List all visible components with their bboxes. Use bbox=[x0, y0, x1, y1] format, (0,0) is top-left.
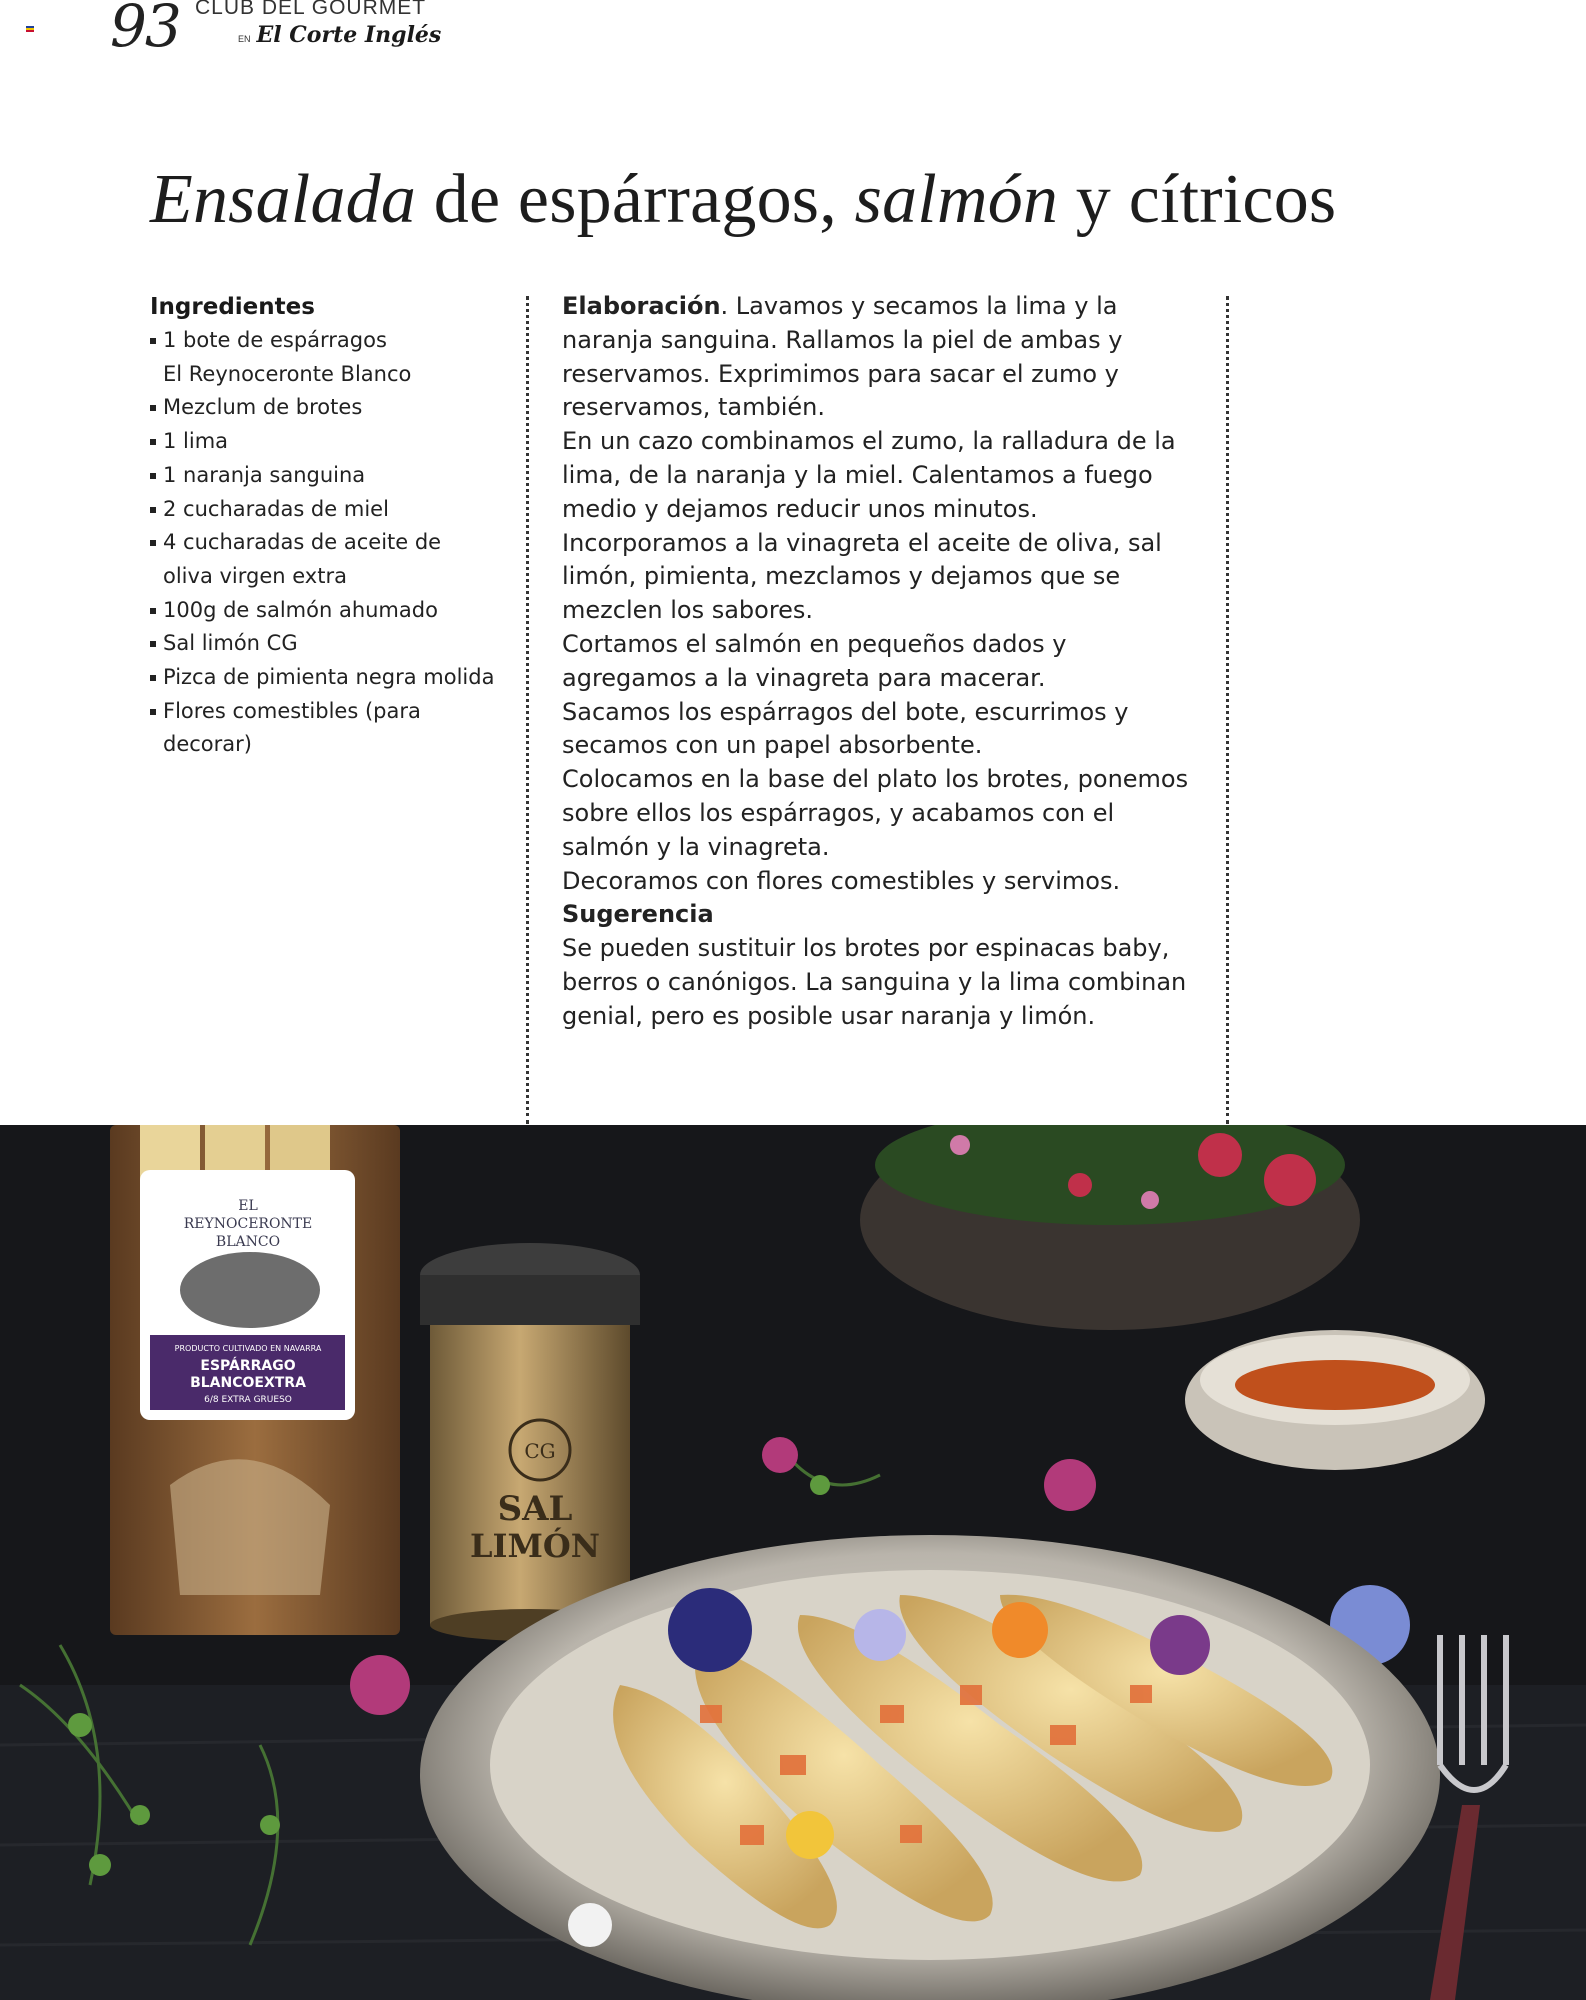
ingredient-item: 100g de salmón ahumado bbox=[150, 594, 505, 628]
recipe-title bbox=[150, 160, 1336, 240]
box-origin: PRODUCTO CULTIVADO EN NAVARRA bbox=[174, 1344, 322, 1353]
flag-icon bbox=[26, 26, 34, 32]
method-step-7: Decoramos con flores comestibles y servimos. bbox=[562, 866, 1121, 895]
method-step-5: Sacamos los espárragos del bote, escurrimos y secamos con un papel absorbente. bbox=[562, 697, 1129, 760]
title-part-2: de espárragos, bbox=[416, 161, 855, 238]
box-label-2: REYNOCERONTE bbox=[183, 1216, 313, 1232]
ingredient-item: Flores comestibles (para decorar) bbox=[150, 695, 505, 762]
ingredients-section bbox=[150, 290, 505, 762]
jar-label-1: SAL bbox=[497, 1489, 573, 1529]
method-step-2: En un cazo combinamos el zumo, la ralladura de la lima, de la naranja y la miel. Calentamos a fuego medio y dejamos reducir unos minutos. bbox=[562, 427, 1176, 523]
asparagus-box bbox=[110, 1125, 400, 1635]
column-divider bbox=[526, 296, 529, 1124]
ingredient-item: 1 bote de espárragos El Reynoceronte Blanco bbox=[150, 324, 505, 391]
brand-logo bbox=[238, 22, 441, 48]
title-part-1: Ensalada bbox=[150, 161, 417, 238]
box-product-3: 6/8 EXTRA GRUESO bbox=[204, 1395, 292, 1405]
ingredient-item: 4 cucharadas de aceite de oliva virgen extra bbox=[150, 526, 505, 593]
method-step-6: Colocamos en la base del plato los brotes, ponemos sobre ellos los espárragos, y acabamos con el salmón y la vinagreta. bbox=[562, 765, 1189, 861]
ingredient-item: Sal limón CG bbox=[150, 627, 505, 661]
brand-name: El Corte Inglés bbox=[256, 22, 442, 48]
method-step-1: . Lavamos y secamos la lima y la naranja sanguina. Rallamos la piel de ambas y reservamos. Exprimimos para sacar el zumo y reservamos, también. bbox=[562, 292, 1123, 422]
suggestion-text: Se pueden sustituir los brotes por espinacas baby, berros o canónigos. La sanguina y la lima combinan genial, pero es posible usar naranja y limón. bbox=[562, 934, 1187, 1030]
method-paragraph bbox=[562, 290, 1210, 425]
food-photo-illustration bbox=[0, 1125, 1586, 2000]
method-heading: Elaboración bbox=[562, 292, 721, 320]
recipe-photo bbox=[0, 1125, 1586, 2000]
title-part-4: y cítricos bbox=[1058, 161, 1337, 238]
title-part-3: salmón bbox=[854, 161, 1059, 238]
box-label-1: EL bbox=[238, 1198, 258, 1214]
column-divider bbox=[1226, 296, 1229, 1124]
ingredient-item: 1 lima bbox=[150, 425, 505, 459]
ingredients-heading: Ingredientes bbox=[150, 294, 315, 320]
jar-brand: CG bbox=[524, 1439, 556, 1463]
suggestion-heading: Sugerencia bbox=[562, 900, 714, 929]
club-logo-text: CLUB DEL GOURMET bbox=[195, 0, 427, 19]
ingredient-item: Pizca de pimienta negra molida bbox=[150, 661, 505, 695]
page-number: 93 bbox=[110, 0, 180, 60]
brand-prefix: EN bbox=[238, 34, 251, 44]
salt-jar bbox=[420, 1243, 640, 1641]
box-product-1: ESPÁRRAGO bbox=[200, 1358, 296, 1374]
box-product-2: BLANCOEXTRA bbox=[190, 1375, 306, 1391]
rhino-icon bbox=[180, 1252, 320, 1328]
ingredients-list bbox=[150, 324, 505, 762]
method-step-4: Cortamos el salmón en pequeños dados y agregamos a la vinagreta para macerar. bbox=[562, 629, 1067, 692]
vinaigrette-bowl bbox=[1185, 1330, 1485, 1470]
jar-label-2: LIMÓN bbox=[469, 1527, 601, 1565]
ingredient-item: 2 cucharadas de miel bbox=[150, 493, 505, 527]
ingredient-item: Mezclum de brotes bbox=[150, 391, 505, 425]
flag-stripe-red bbox=[26, 30, 34, 32]
ingredient-item: 1 naranja sanguina bbox=[150, 459, 505, 493]
method-section bbox=[562, 290, 1210, 1034]
box-label-3: BLANCO bbox=[215, 1234, 281, 1250]
method-step-3: Incorporamos a la vinagreta el aceite de oliva, sal limón, pimienta, mezclamos y dejamos que se mezclen los sabores. bbox=[562, 528, 1162, 625]
